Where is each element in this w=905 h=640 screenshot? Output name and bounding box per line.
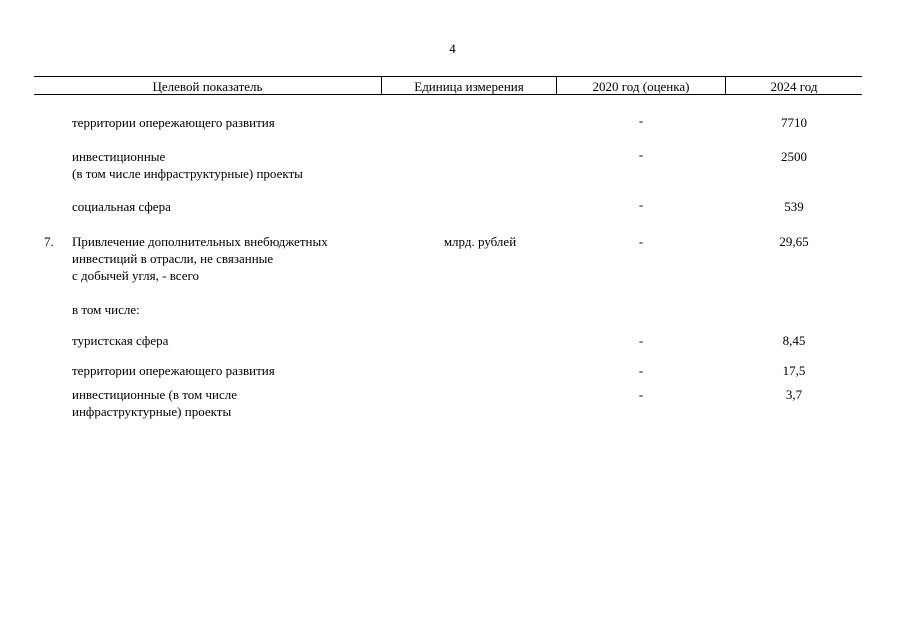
indicator-name: в том числе: (72, 302, 140, 317)
header-indicator: Целевой показатель (152, 79, 263, 94)
name-line: инвестиционные (в том числе (72, 387, 238, 402)
header-2020: 2020 год (оценка) (592, 79, 690, 94)
indicator-name: территории опережающего развития (72, 363, 275, 378)
value-2024: 2500 (781, 149, 807, 164)
unit: млрд. рублей (443, 234, 517, 249)
value-2020: - (638, 333, 644, 348)
name-line: инфраструктурные) проекты (72, 404, 232, 419)
header-top-rule (34, 76, 862, 77)
name-line: с добычей угля, - всего (72, 268, 199, 283)
value-2020: - (638, 234, 644, 249)
name-line: инвестиций в отрасли, не связанные (72, 251, 274, 266)
value-2020: - (638, 197, 644, 212)
indicator-name (72, 148, 392, 182)
name-line: инвестиционные (72, 149, 166, 164)
value-2024: 3,7 (785, 387, 803, 402)
header-unit: Единица измерения (414, 79, 524, 94)
page-number: 4 (449, 41, 456, 56)
value-2020: - (638, 363, 644, 378)
header-2024: 2024 год (770, 79, 818, 94)
value-2024: 29,65 (779, 234, 809, 249)
value-2024: 7710 (781, 115, 807, 130)
indicator-name (72, 386, 392, 420)
name-line: Привлечение дополнительных внебюджетных (72, 234, 328, 249)
value-2024: 8,45 (782, 333, 806, 348)
value-2020: - (638, 113, 644, 128)
indicator-name: территории опережающего развития (72, 115, 275, 130)
value-2020: - (638, 147, 644, 162)
row-number: 7. (44, 234, 54, 249)
name-line: (в том числе инфраструктурные) проекты (72, 166, 303, 181)
indicator-name (72, 233, 392, 284)
value-2024: 539 (784, 199, 804, 214)
indicator-name: социальная сфера (72, 199, 171, 214)
value-2024: 17,5 (782, 363, 806, 378)
value-2020: - (638, 387, 644, 402)
indicator-name: туристская сфера (72, 333, 169, 348)
